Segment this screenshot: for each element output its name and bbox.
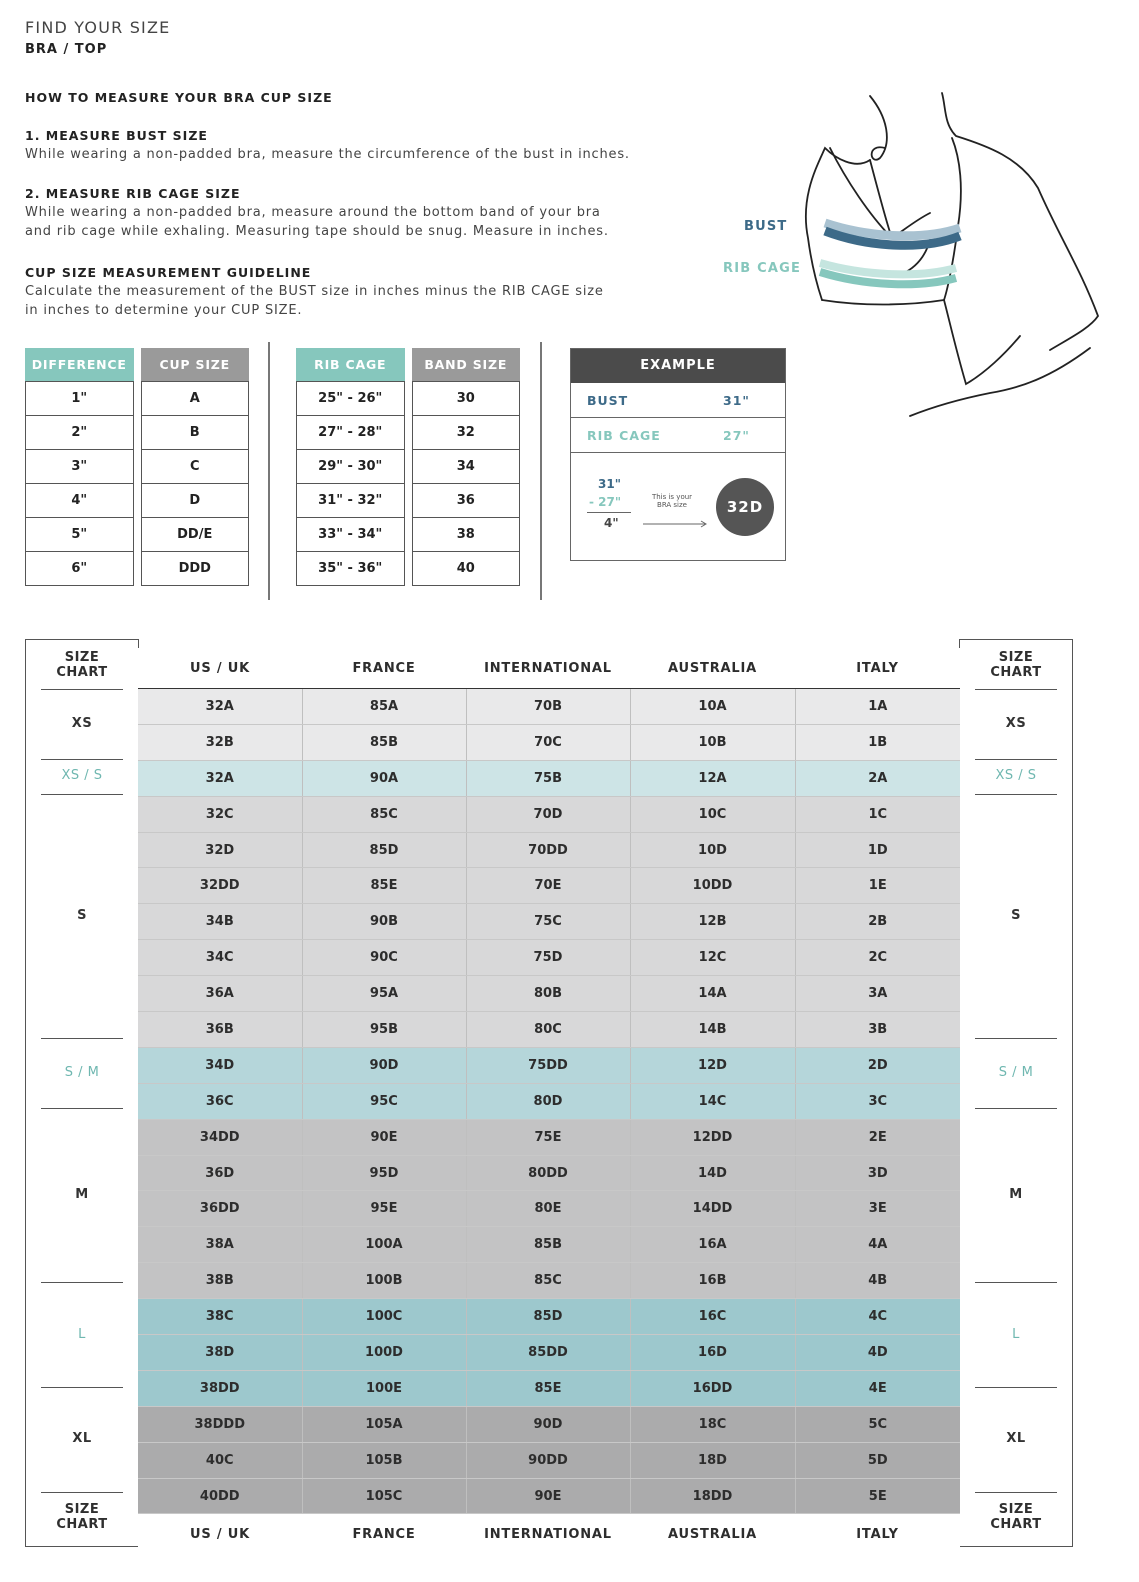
rib-cage-cell: 33" - 34" [296, 518, 405, 552]
column-footer: AUSTRALIA [630, 1514, 795, 1555]
difference-cell: 3" [25, 450, 134, 484]
size-cell: 90C [302, 940, 466, 976]
size-cell: 18C [630, 1406, 795, 1442]
size-cell: 3B [795, 1012, 960, 1048]
size-cell: 1D [795, 832, 960, 868]
size-cell: 34C [138, 940, 302, 976]
band-size-cell: 32 [412, 416, 521, 450]
header-row [138, 648, 960, 689]
page-subtitle: BRA / TOP [25, 42, 108, 57]
cup-size-cell: DD/E [141, 518, 250, 552]
size-cell: 18D [630, 1442, 795, 1478]
size-cell: 4D [795, 1335, 960, 1371]
size-row [138, 1012, 960, 1048]
size-group-label: L [78, 1326, 86, 1342]
size-cell: 2A [795, 760, 960, 796]
separator [975, 1038, 1057, 1039]
size-cell: 12A [630, 760, 795, 796]
size-row [138, 940, 960, 976]
rib-cage-cell: 25" - 26" [296, 381, 405, 416]
size-cell: 16C [630, 1299, 795, 1335]
size-chart-right-column [959, 639, 1073, 1547]
size-cell: 38D [138, 1335, 302, 1371]
size-cell: 3C [795, 1083, 960, 1119]
size-cell: 16D [630, 1335, 795, 1371]
size-cell: 80DD [466, 1155, 630, 1191]
column-footer: INTERNATIONAL [466, 1514, 630, 1555]
column-header: ITALY [795, 648, 960, 689]
size-row [138, 832, 960, 868]
size-row [138, 689, 960, 725]
size-row [138, 868, 960, 904]
table-row [296, 518, 520, 552]
size-cell: 5D [795, 1442, 960, 1478]
size-chart-label-line: SIZE [64, 650, 100, 665]
calc-rib: - 27" [589, 495, 622, 509]
size-cell: 95A [302, 976, 466, 1012]
size-cell: 70E [466, 868, 630, 904]
size-row [138, 1335, 960, 1371]
size-cell: 38DDD [138, 1406, 302, 1442]
note-line-2: BRA size [657, 501, 687, 509]
size-row [138, 796, 960, 832]
size-row [138, 976, 960, 1012]
column-header: FRANCE [302, 648, 466, 689]
size-cell: 10D [630, 832, 795, 868]
size-row [138, 1119, 960, 1155]
size-row [138, 724, 960, 760]
difference-header: DIFFERENCE [25, 348, 134, 381]
size-cell: 75B [466, 760, 630, 796]
size-row [138, 1442, 960, 1478]
size-cell: 14C [630, 1083, 795, 1119]
size-cell: 36D [138, 1155, 302, 1191]
rib-cage-cell: 31" - 32" [296, 484, 405, 518]
table-row [296, 381, 520, 416]
separator [41, 794, 123, 795]
size-cell: 10DD [630, 868, 795, 904]
size-chart-label [960, 650, 1072, 680]
step1-text: While wearing a non-padded bra, measure the circumference of the bust in inches. [25, 147, 630, 162]
size-cell: 2C [795, 940, 960, 976]
band-size-table [289, 348, 527, 586]
size-cell: 85E [466, 1370, 630, 1406]
rib-cage-cell: 27" - 28" [296, 416, 405, 450]
size-cell: 5C [795, 1406, 960, 1442]
table-row [296, 450, 520, 484]
size-chart-label-line: CHART [990, 665, 1042, 680]
divider [268, 342, 270, 600]
bust-label: BUST [744, 219, 788, 234]
size-cell: 75D [466, 940, 630, 976]
size-row [138, 1083, 960, 1119]
size-cell: 85C [466, 1263, 630, 1299]
size-cell: 1B [795, 724, 960, 760]
size-chart-label [960, 1502, 1072, 1532]
size-cell: 32A [138, 760, 302, 796]
size-cell: 36C [138, 1083, 302, 1119]
separator [975, 759, 1057, 760]
size-chart-table-wrapper [138, 648, 960, 1554]
size-chart-label-line: SIZE [64, 1501, 100, 1517]
size-cell: 80D [466, 1083, 630, 1119]
cup-size-header: CUP SIZE [141, 348, 250, 381]
size-group-label: XL [72, 1431, 92, 1447]
separator [975, 794, 1057, 795]
size-group-label: XS / S [61, 768, 103, 784]
size-cell: 40C [138, 1442, 302, 1478]
rib-cage-label: RIB CAGE [723, 261, 802, 276]
example-title: EXAMPLE [571, 349, 785, 383]
step2-text-1: While wearing a non-padded bra, measure around the bottom band of your bra [25, 205, 601, 220]
size-chart-label-line: SIZE [998, 650, 1034, 665]
size-cell: 95E [302, 1191, 466, 1227]
separator [41, 1492, 123, 1493]
size-cell: 80E [466, 1191, 630, 1227]
separator [975, 1108, 1057, 1109]
size-cell: 14DD [630, 1191, 795, 1227]
example-rib-row [571, 418, 785, 453]
size-cell: 34B [138, 904, 302, 940]
size-cell: 36A [138, 976, 302, 1012]
cup-size-cell: D [141, 484, 250, 518]
size-row [138, 1406, 960, 1442]
size-cell: 100A [302, 1227, 466, 1263]
size-cell: 16A [630, 1227, 795, 1263]
band-size-cell: 30 [412, 381, 521, 416]
size-cell: 70DD [466, 832, 630, 868]
size-cell: 32C [138, 796, 302, 832]
size-cell: 16B [630, 1263, 795, 1299]
size-cell: 34D [138, 1047, 302, 1083]
size-row [138, 1299, 960, 1335]
size-cell: 75DD [466, 1047, 630, 1083]
example-bust-value: 31" [723, 393, 750, 408]
size-cell: 105A [302, 1406, 466, 1442]
size-cell: 70D [466, 796, 630, 832]
size-cell: 1E [795, 868, 960, 904]
size-cell: 4E [795, 1370, 960, 1406]
size-cell: 3E [795, 1191, 960, 1227]
size-cell: 95B [302, 1012, 466, 1048]
rib-cage-header: RIB CAGE [296, 348, 405, 381]
page-title: FIND YOUR SIZE [25, 18, 171, 37]
size-group-label: M [1009, 1187, 1023, 1203]
size-cell: 32D [138, 832, 302, 868]
size-cell: 90DD [466, 1442, 630, 1478]
size-chart-table [138, 648, 960, 1554]
size-cell: 80C [466, 1012, 630, 1048]
example-rib-label: RIB CAGE [587, 428, 661, 443]
size-cell: 90B [302, 904, 466, 940]
example-bust-label: BUST [587, 393, 629, 408]
size-cell: 85A [302, 689, 466, 725]
size-cell: 85D [466, 1299, 630, 1335]
size-cell: 105B [302, 1442, 466, 1478]
size-cell: 4C [795, 1299, 960, 1335]
size-cell: 85E [302, 868, 466, 904]
size-cell: 85DD [466, 1335, 630, 1371]
column-footer: US / UK [138, 1514, 302, 1555]
note-line-1: This is your [651, 493, 693, 501]
size-cell: 1C [795, 796, 960, 832]
result-badge: 32D [716, 478, 774, 536]
size-cell: 14A [630, 976, 795, 1012]
size-cell: 32A [138, 689, 302, 725]
size-cell: 70B [466, 689, 630, 725]
difference-cell: 5" [25, 518, 134, 552]
rib-cage-cell: 29" - 30" [296, 450, 405, 484]
size-chart-label [26, 650, 138, 680]
separator [975, 689, 1057, 690]
difference-cell: 4" [25, 484, 134, 518]
size-group-label: S [1011, 907, 1021, 923]
size-group-label: S [77, 907, 87, 923]
size-cell: 10B [630, 724, 795, 760]
size-group-label: L [1012, 1326, 1020, 1342]
calc-bust: 31" [598, 477, 621, 491]
size-cell: 3A [795, 976, 960, 1012]
size-cell: 36DD [138, 1191, 302, 1227]
band-size-cell: 36 [412, 484, 521, 518]
size-group-label: XL [1006, 1431, 1026, 1447]
separator [41, 689, 123, 690]
table-row [25, 381, 249, 416]
separator [975, 1387, 1057, 1388]
footer-row [138, 1514, 960, 1555]
example-rib-value: 27" [723, 428, 750, 443]
column-header: INTERNATIONAL [466, 648, 630, 689]
size-cell: 1A [795, 689, 960, 725]
step2-title: 2. MEASURE RIB CAGE SIZE [25, 186, 241, 201]
table-row [25, 552, 249, 586]
size-cell: 4B [795, 1263, 960, 1299]
calc-result: 4" [604, 516, 619, 530]
guide-title: CUP SIZE MEASUREMENT GUIDELINE [25, 265, 312, 280]
size-cell: 85C [302, 796, 466, 832]
size-cell: 85B [302, 724, 466, 760]
step2-text-2: and rib cage while exhaling. Measuring tape should be snug. Measure in inches. [25, 224, 609, 239]
size-cell: 95D [302, 1155, 466, 1191]
size-cell: 12D [630, 1047, 795, 1083]
size-cell: 70C [466, 724, 630, 760]
size-cell: 3D [795, 1155, 960, 1191]
size-cell: 100E [302, 1370, 466, 1406]
separator [975, 1492, 1057, 1493]
table-row [296, 416, 520, 450]
size-cell: 18DD [630, 1478, 795, 1514]
cup-size-cell: DDD [141, 552, 250, 586]
size-cell: 2B [795, 904, 960, 940]
divider [540, 342, 542, 600]
separator [41, 1282, 123, 1283]
size-cell: 40DD [138, 1478, 302, 1514]
column-footer: ITALY [795, 1514, 960, 1555]
table-row [25, 450, 249, 484]
size-cell: 2D [795, 1047, 960, 1083]
column-header: US / UK [138, 648, 302, 689]
size-chart-left-column [25, 639, 139, 1547]
cup-size-cell: B [141, 416, 250, 450]
size-cell: 4A [795, 1227, 960, 1263]
size-cell: 75E [466, 1119, 630, 1155]
band-size-cell: 34 [412, 450, 521, 484]
size-cell: 38DD [138, 1370, 302, 1406]
size-cell: 90A [302, 760, 466, 796]
size-cell: 90E [302, 1119, 466, 1155]
example-bust-row [571, 383, 785, 418]
size-cell: 75C [466, 904, 630, 940]
arrow-right-icon [643, 513, 709, 532]
size-cell: 12C [630, 940, 795, 976]
cup-size-table [18, 348, 256, 586]
size-cell: 38A [138, 1227, 302, 1263]
instructions-heading: HOW TO MEASURE YOUR BRA CUP SIZE [25, 90, 333, 105]
cup-size-cell: A [141, 381, 250, 416]
size-cell: 90D [302, 1047, 466, 1083]
size-group-label: XS / S [995, 768, 1037, 784]
size-cell: 2E [795, 1119, 960, 1155]
size-cell: 90E [466, 1478, 630, 1514]
size-cell: 32DD [138, 868, 302, 904]
size-cell: 14D [630, 1155, 795, 1191]
size-cell: 100C [302, 1299, 466, 1335]
size-row [138, 1155, 960, 1191]
size-cell: 12B [630, 904, 795, 940]
table-row [25, 416, 249, 450]
size-cell: 14B [630, 1012, 795, 1048]
size-group-label: S / M [64, 1064, 100, 1080]
guide-text-2: in inches to determine your CUP SIZE. [25, 303, 303, 318]
size-chart-label-line: CHART [56, 1516, 108, 1532]
guide-text-1: Calculate the measurement of the BUST size in inches minus the RIB CAGE size [25, 284, 604, 299]
example-box [570, 348, 786, 561]
table-row [296, 552, 520, 586]
difference-cell: 6" [25, 552, 134, 586]
size-cell: 100D [302, 1335, 466, 1371]
size-cell: 34DD [138, 1119, 302, 1155]
size-cell: 12DD [630, 1119, 795, 1155]
size-cell: 32B [138, 724, 302, 760]
column-footer: FRANCE [302, 1514, 466, 1555]
separator [41, 1108, 123, 1109]
cup-size-cell: C [141, 450, 250, 484]
size-cell: 5E [795, 1478, 960, 1514]
size-cell: 80B [466, 976, 630, 1012]
size-chart-label [26, 1502, 138, 1532]
difference-cell: 1" [25, 381, 134, 416]
size-row [138, 1191, 960, 1227]
size-row [138, 1047, 960, 1083]
size-chart-label-line: CHART [990, 1516, 1042, 1532]
band-size-cell: 40 [412, 552, 521, 586]
difference-cell: 2" [25, 416, 134, 450]
size-row [138, 904, 960, 940]
size-row [138, 1478, 960, 1514]
table-row [25, 518, 249, 552]
size-cell: 90D [466, 1406, 630, 1442]
band-size-header: BAND SIZE [412, 348, 521, 381]
size-row [138, 1370, 960, 1406]
column-header: AUSTRALIA [630, 648, 795, 689]
size-cell: 100B [302, 1263, 466, 1299]
separator [975, 1282, 1057, 1283]
size-cell: 85D [302, 832, 466, 868]
size-group-label: XS [1005, 715, 1027, 731]
size-group-label: S / M [998, 1064, 1034, 1080]
rib-cage-cell: 35" - 36" [296, 552, 405, 586]
size-cell: 10C [630, 796, 795, 832]
size-chart-label-line: SIZE [998, 1501, 1034, 1517]
example-note [645, 493, 699, 509]
size-cell: 85B [466, 1227, 630, 1263]
size-row [138, 760, 960, 796]
separator [41, 1038, 123, 1039]
size-cell: 10A [630, 689, 795, 725]
size-cell: 36B [138, 1012, 302, 1048]
separator [41, 1387, 123, 1388]
size-group-label: XS [71, 715, 93, 731]
size-chart-label-line: CHART [56, 665, 108, 680]
size-row [138, 1263, 960, 1299]
size-cell: 95C [302, 1083, 466, 1119]
size-cell: 105C [302, 1478, 466, 1514]
table-row [25, 484, 249, 518]
size-cell: 16DD [630, 1370, 795, 1406]
separator [41, 759, 123, 760]
calc-line [587, 512, 631, 513]
step1-title: 1. MEASURE BUST SIZE [25, 128, 208, 143]
size-row [138, 1227, 960, 1263]
size-cell: 38B [138, 1263, 302, 1299]
band-size-cell: 38 [412, 518, 521, 552]
table-row [296, 484, 520, 518]
size-group-label: M [75, 1187, 89, 1203]
size-cell: 38C [138, 1299, 302, 1335]
example-calculation [571, 453, 785, 559]
